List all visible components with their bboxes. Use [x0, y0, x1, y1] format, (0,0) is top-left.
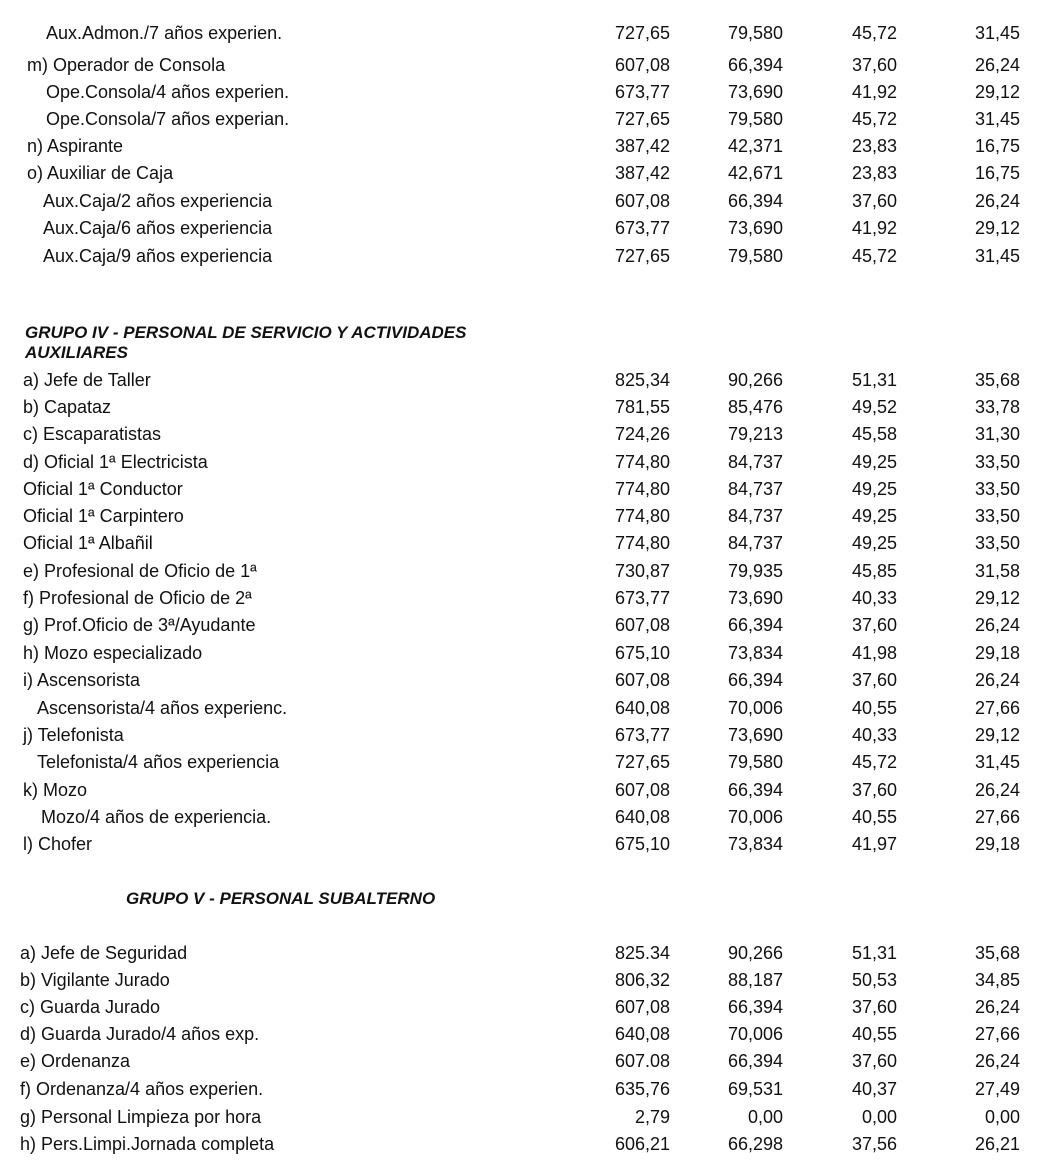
value-col-1: 607,08	[614, 615, 670, 635]
table-row	[0, 1132, 1041, 1156]
value-col-1: 825,34	[614, 370, 670, 390]
row-label: g) Prof.Oficio de 3ª/Ayudante	[23, 615, 256, 635]
value-col-2: 73,834	[727, 643, 783, 663]
value-col-2: 84,737	[727, 452, 783, 472]
value-col-3: 49,52	[851, 397, 897, 417]
table-row	[0, 778, 1041, 802]
table-row	[0, 641, 1041, 665]
value-col-2: 79,935	[727, 561, 783, 581]
table-row	[0, 968, 1041, 992]
value-col-4: 33,78	[974, 397, 1020, 417]
value-col-3: 37,56	[851, 1134, 897, 1154]
table-row	[0, 216, 1041, 240]
table-row	[0, 1105, 1041, 1129]
table-row	[0, 1049, 1041, 1073]
row-label: h) Mozo especializado	[23, 643, 203, 663]
value-col-2: 84,737	[727, 479, 783, 499]
section-title-grupo-v: GRUPO V - PERSONAL SUBALTERNO	[126, 889, 436, 908]
row-label: d) Oficial 1ª Electricista	[23, 452, 208, 472]
value-col-1: 673,77	[614, 588, 670, 608]
row-label: Aux.Admon./7 años experien.	[46, 23, 283, 43]
value-col-1: 640,08	[614, 698, 670, 718]
value-col-2: 66,394	[727, 997, 783, 1017]
table-row	[0, 53, 1041, 77]
value-col-2: 84,737	[727, 533, 783, 553]
value-col-1: 607,08	[614, 670, 670, 690]
value-col-4: 33,50	[974, 452, 1020, 472]
value-col-3: 37,60	[851, 615, 897, 635]
table-row	[0, 368, 1041, 392]
row-label: e) Profesional de Oficio de 1ª	[23, 561, 257, 581]
value-col-4: 26,24	[974, 1051, 1020, 1071]
value-col-2: 90,266	[727, 370, 783, 390]
section-title-line-2: AUXILIARES	[25, 343, 128, 362]
value-col-2: 66,394	[727, 55, 783, 75]
value-col-1: 675,10	[614, 834, 670, 854]
row-label: Aux.Caja/6 años experiencia	[43, 218, 273, 238]
table-row	[0, 559, 1041, 583]
table-row	[0, 395, 1041, 419]
value-col-2: 66,394	[727, 780, 783, 800]
value-col-1: 607.08	[614, 1051, 670, 1071]
table-row	[0, 21, 1041, 45]
value-col-2: 42,371	[727, 136, 783, 156]
row-label: m) Operador de Consola	[27, 55, 226, 75]
value-col-3: 45,85	[851, 561, 897, 581]
value-col-1: 673,77	[614, 218, 670, 238]
table-row	[0, 696, 1041, 720]
value-col-1: 606,21	[614, 1134, 670, 1154]
value-col-3: 23,83	[851, 163, 897, 183]
value-col-2: 79,213	[727, 424, 783, 444]
table-row	[0, 750, 1041, 774]
value-col-4: 26,21	[974, 1134, 1020, 1154]
value-col-3: 41,92	[851, 218, 897, 238]
value-col-4: 26,24	[974, 670, 1020, 690]
row-label: d) Guarda Jurado/4 años exp.	[20, 1024, 260, 1044]
value-col-4: 31,58	[974, 561, 1020, 581]
value-col-1: 673,77	[614, 725, 670, 745]
value-col-1: 640,08	[614, 1024, 670, 1044]
value-col-4: 31,45	[974, 23, 1020, 43]
section-title-grupo-iv	[25, 323, 466, 363]
value-col-4: 29,12	[974, 218, 1020, 238]
value-col-2: 73,690	[727, 725, 783, 745]
value-col-3: 50,53	[851, 970, 897, 990]
value-col-1: 727,65	[614, 752, 670, 772]
value-col-2: 70,006	[727, 698, 783, 718]
value-col-3: 49,25	[851, 533, 897, 553]
value-col-2: 66,394	[727, 1051, 783, 1071]
value-col-1: 607,08	[614, 780, 670, 800]
value-col-4: 29,12	[974, 588, 1020, 608]
row-label: g) Personal Limpieza por hora	[20, 1107, 262, 1127]
value-col-3: 37,60	[851, 780, 897, 800]
value-col-4: 27,49	[974, 1079, 1020, 1099]
row-label: Ascensorista/4 años experienc.	[37, 698, 288, 718]
table-row	[0, 723, 1041, 747]
table-row	[0, 832, 1041, 856]
table-row	[0, 1077, 1041, 1101]
value-col-3: 40,33	[851, 588, 897, 608]
value-col-4: 26,24	[974, 55, 1020, 75]
table-row	[0, 941, 1041, 965]
value-col-3: 45,58	[851, 424, 897, 444]
row-label: Telefonista/4 años experiencia	[37, 752, 280, 772]
value-col-3: 40,37	[851, 1079, 897, 1099]
value-col-4: 26,24	[974, 780, 1020, 800]
row-label: c) Guarda Jurado	[20, 997, 161, 1017]
row-label: n) Aspirante	[27, 136, 124, 156]
value-col-4: 33,50	[974, 479, 1020, 499]
value-col-1: 607,08	[614, 55, 670, 75]
row-label: Oficial 1ª Albañil	[23, 533, 153, 553]
table-row	[0, 477, 1041, 501]
value-col-2: 88,187	[727, 970, 783, 990]
row-label: a) Jefe de Taller	[23, 370, 151, 390]
value-col-3: 51,31	[851, 370, 897, 390]
value-col-3: 40,55	[851, 807, 897, 827]
table-row	[0, 189, 1041, 213]
row-label: k) Mozo	[23, 780, 88, 800]
row-label: Ope.Consola/7 años experian.	[46, 109, 290, 129]
value-col-4: 0,00	[984, 1107, 1020, 1127]
value-col-4: 33,50	[974, 533, 1020, 553]
value-col-2: 42,671	[727, 163, 783, 183]
value-col-3: 45,72	[851, 752, 897, 772]
value-col-3: 40,55	[851, 1024, 897, 1044]
value-col-3: 40,33	[851, 725, 897, 745]
value-col-3: 41,92	[851, 82, 897, 102]
row-label: h) Pers.Limpi.Jornada completa	[20, 1134, 275, 1154]
value-col-2: 90,266	[727, 943, 783, 963]
row-label: l) Chofer	[23, 834, 93, 854]
table-row	[0, 586, 1041, 610]
value-col-2: 66,394	[727, 191, 783, 211]
row-label: Oficial 1ª Conductor	[23, 479, 183, 499]
value-col-3: 37,60	[851, 191, 897, 211]
value-col-2: 85,476	[727, 397, 783, 417]
value-col-2: 79,580	[727, 109, 783, 129]
value-col-4: 16,75	[974, 136, 1020, 156]
row-label: i) Ascensorista	[23, 670, 141, 690]
table-row	[0, 531, 1041, 555]
value-col-1: 2,79	[634, 1107, 670, 1127]
value-col-2: 69,531	[727, 1079, 783, 1099]
value-col-4: 31,30	[974, 424, 1020, 444]
value-col-4: 31,45	[974, 109, 1020, 129]
value-col-4: 27,66	[974, 1024, 1020, 1044]
value-col-4: 29,18	[974, 834, 1020, 854]
value-col-1: 774,80	[614, 533, 670, 553]
row-label: a) Jefe de Seguridad	[20, 943, 188, 963]
value-col-1: 387,42	[614, 136, 670, 156]
value-col-4: 29,12	[974, 725, 1020, 745]
value-col-4: 16,75	[974, 163, 1020, 183]
table-row	[0, 995, 1041, 1019]
row-label: Mozo/4 años de experiencia.	[41, 807, 272, 827]
value-col-4: 35,68	[974, 370, 1020, 390]
row-label: j) Telefonista	[23, 725, 124, 745]
value-col-3: 45,72	[851, 246, 897, 266]
value-col-1: 640,08	[614, 807, 670, 827]
value-col-2: 79,580	[727, 246, 783, 266]
table-row	[0, 504, 1041, 528]
table-row	[0, 1022, 1041, 1046]
table-row	[0, 134, 1041, 158]
value-col-1: 774,80	[614, 479, 670, 499]
value-col-2: 73,690	[727, 218, 783, 238]
table-row	[0, 450, 1041, 474]
value-col-1: 774,80	[614, 506, 670, 526]
value-col-2: 70,006	[727, 1024, 783, 1044]
value-col-4: 31,45	[974, 752, 1020, 772]
value-col-1: 635,76	[614, 1079, 670, 1099]
value-col-4: 26,24	[974, 997, 1020, 1017]
value-col-1: 675,10	[614, 643, 670, 663]
value-col-3: 37,60	[851, 670, 897, 690]
value-col-3: 37,60	[851, 1051, 897, 1071]
value-col-2: 66,394	[727, 615, 783, 635]
value-col-3: 49,25	[851, 506, 897, 526]
value-col-2: 73,690	[727, 82, 783, 102]
value-col-1: 730,87	[614, 561, 670, 581]
value-col-4: 26,24	[974, 191, 1020, 211]
row-label: f) Ordenanza/4 años experien.	[20, 1079, 264, 1099]
table-row	[0, 80, 1041, 104]
row-label: e) Ordenanza	[20, 1051, 131, 1071]
value-col-4: 29,18	[974, 643, 1020, 663]
table-row	[0, 805, 1041, 829]
value-col-2: 70,006	[727, 807, 783, 827]
value-col-3: 37,60	[851, 997, 897, 1017]
row-label: b) Capataz	[23, 397, 112, 417]
value-col-2: 79,580	[727, 23, 783, 43]
table-row	[0, 422, 1041, 446]
value-col-1: 825.34	[614, 943, 670, 963]
value-col-3: 51,31	[851, 943, 897, 963]
value-col-4: 29,12	[974, 82, 1020, 102]
table-row	[0, 244, 1041, 268]
value-col-1: 724,26	[614, 424, 670, 444]
row-label: o) Auxiliar de Caja	[27, 163, 174, 183]
section-title-line-1: GRUPO IV - PERSONAL DE SERVICIO Y ACTIVIDADES	[25, 323, 467, 342]
value-col-3: 37,60	[851, 55, 897, 75]
value-col-1: 727,65	[614, 246, 670, 266]
value-col-4: 31,45	[974, 246, 1020, 266]
row-label: f) Profesional de Oficio de 2ª	[23, 588, 252, 608]
value-col-4: 35,68	[974, 943, 1020, 963]
value-col-1: 387,42	[614, 163, 670, 183]
row-label: b) Vigilante Jurado	[20, 970, 170, 990]
value-col-4: 34,85	[974, 970, 1020, 990]
value-col-3: 0,00	[861, 1107, 897, 1127]
table-row	[0, 613, 1041, 637]
value-col-3: 40,55	[851, 698, 897, 718]
value-col-2: 0,00	[747, 1107, 783, 1127]
value-col-4: 33,50	[974, 506, 1020, 526]
value-col-4: 26,24	[974, 615, 1020, 635]
value-col-3: 23,83	[851, 136, 897, 156]
value-col-4: 27,66	[974, 807, 1020, 827]
row-label: Ope.Consola/4 años experien.	[46, 82, 290, 102]
table-row	[0, 668, 1041, 692]
value-col-4: 27,66	[974, 698, 1020, 718]
row-label: Oficial 1ª Carpintero	[23, 506, 184, 526]
value-col-2: 73,834	[727, 834, 783, 854]
value-col-3: 41,98	[851, 643, 897, 663]
value-col-2: 66,298	[727, 1134, 783, 1154]
value-col-3: 41,97	[851, 834, 897, 854]
value-col-1: 673,77	[614, 82, 670, 102]
value-col-2: 79,580	[727, 752, 783, 772]
value-col-3: 49,25	[851, 479, 897, 499]
row-label: c) Escaparatistas	[23, 424, 162, 444]
value-col-3: 45,72	[851, 109, 897, 129]
value-col-1: 607,08	[614, 997, 670, 1017]
value-col-1: 806,32	[614, 970, 670, 990]
value-col-1: 781,55	[614, 397, 670, 417]
value-col-3: 45,72	[851, 23, 897, 43]
row-label: Aux.Caja/9 años experiencia	[43, 246, 273, 266]
value-col-2: 66,394	[727, 670, 783, 690]
value-col-2: 84,737	[727, 506, 783, 526]
row-label: Aux.Caja/2 años experiencia	[43, 191, 273, 211]
value-col-1: 727,65	[614, 23, 670, 43]
value-col-3: 49,25	[851, 452, 897, 472]
value-col-1: 727,65	[614, 109, 670, 129]
table-row	[0, 107, 1041, 131]
value-col-1: 607,08	[614, 191, 670, 211]
table-row	[0, 161, 1041, 185]
value-col-2: 73,690	[727, 588, 783, 608]
value-col-1: 774,80	[614, 452, 670, 472]
